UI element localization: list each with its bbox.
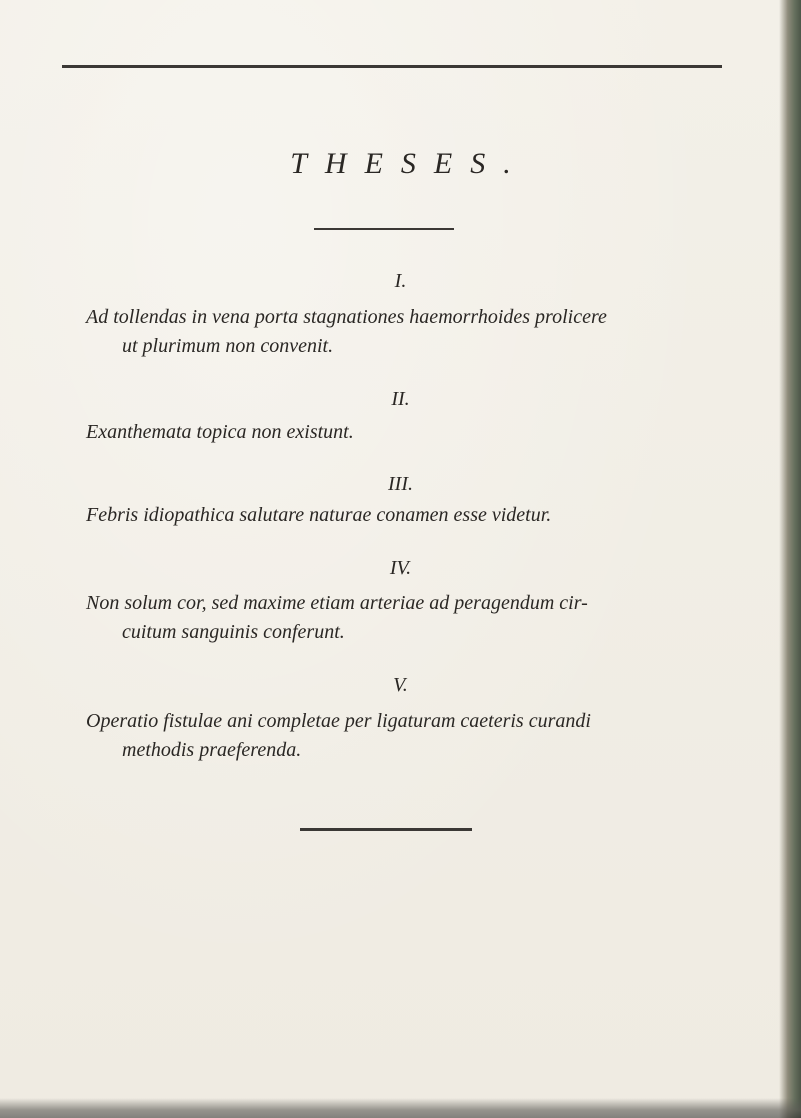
- thesis-4-text: [86, 589, 736, 647]
- page-title: THESES.: [290, 147, 529, 180]
- bottom-page-edge: [0, 1098, 801, 1118]
- thesis-3-numeral: III.: [388, 473, 413, 495]
- top-rule: [62, 65, 722, 68]
- binding-edge: [779, 0, 801, 1118]
- thesis-1-line-1: Ad tollendas in vena porta stagnationes haemorrhoides prolicere: [86, 306, 607, 328]
- thesis-5-numeral: V.: [393, 674, 408, 696]
- thesis-1-line-2: ut plurimum non convenit.: [122, 335, 334, 357]
- thesis-2-line-1: Exanthemata topica non existunt.: [86, 421, 354, 443]
- thesis-4-numeral: IV.: [389, 557, 412, 579]
- thesis-2-text: [86, 418, 736, 447]
- title-divider-rule: [314, 228, 454, 230]
- thesis-4-line-1: Non solum cor, sed maxime etiam arteriae ad peragendum cir-: [86, 592, 588, 614]
- thesis-5-text: [86, 707, 736, 765]
- thesis-1-numeral: I.: [394, 270, 407, 292]
- thesis-3-text: [86, 501, 736, 530]
- thesis-5-line-1: Operatio fistulae ani completae per ligaturam caeteris curandi: [86, 710, 591, 732]
- thesis-1-text: [86, 303, 736, 361]
- bottom-rule: [300, 828, 472, 831]
- thesis-2-numeral: II.: [391, 388, 410, 410]
- thesis-3-line-1: Febris idiopathica salutare naturae conamen esse videtur.: [86, 504, 552, 526]
- thesis-5-line-2: methodis praeferenda.: [122, 739, 302, 761]
- thesis-4-line-2: cuitum sanguinis conferunt.: [122, 621, 345, 643]
